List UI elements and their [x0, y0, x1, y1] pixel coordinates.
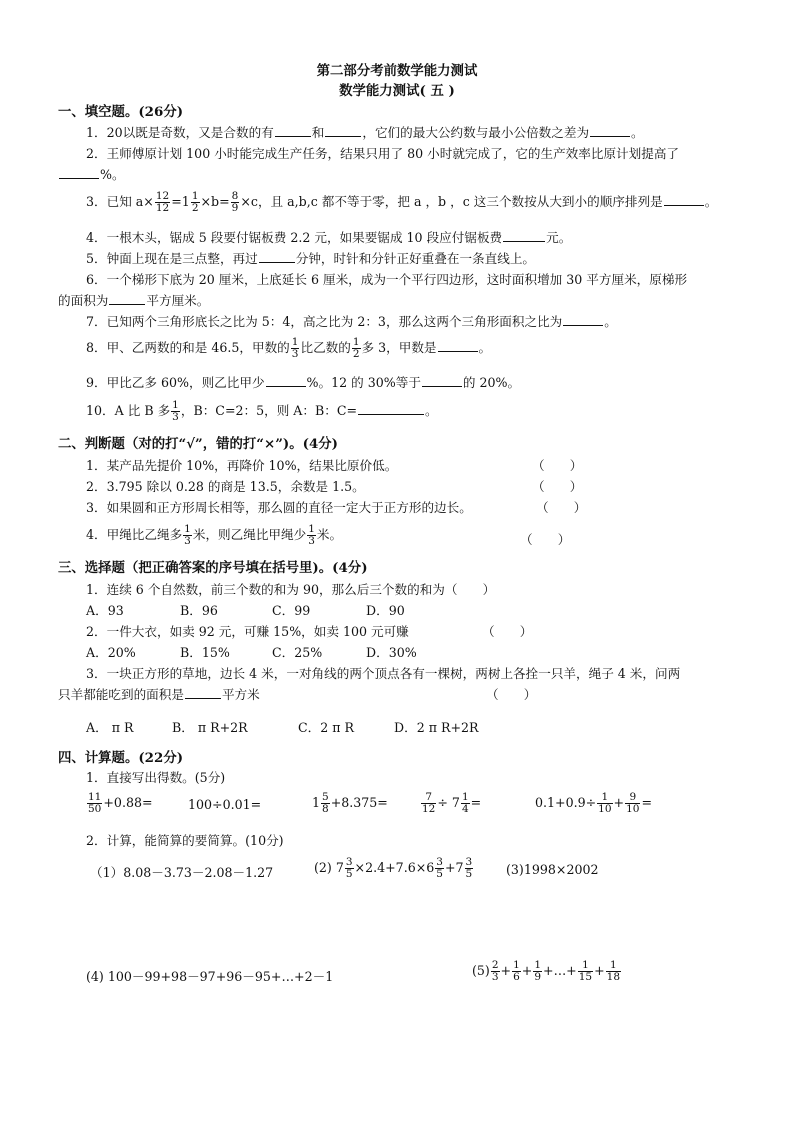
answer-blank[interactable]: [358, 402, 424, 415]
fraction: $\frac{8}{9}$: [231, 190, 239, 214]
question-1-10: 10．A 比 B 多 $\frac{1}{3}$ ，B：C=2：5，则 A：B：C= 。: [86, 399, 438, 423]
answer-blank[interactable]: [563, 313, 603, 326]
fraction: $\frac{1}{2}$: [352, 336, 360, 360]
calc-item-5: 0.1+0.9÷ $\frac{1}{10}$ + $\frac{9}{10}$ =: [535, 791, 653, 815]
question-3-1: 1．连续 6 个自然数，前三个数的和为 90，那么后三个数的和为（ ）: [86, 582, 496, 597]
question-3-3: 3．一块正方形的草地，边长 4 米，一对角线的两个顶点各有一棵树，两树上各拴一只羊，绳子 4 米，问两: [86, 666, 681, 681]
option-3-2-a[interactable]: A．20%: [86, 645, 136, 660]
question-3-2: 2．一件大衣，如卖 92 元，可赚 15%，如卖 100 元可赚: [86, 624, 409, 639]
answer-blank[interactable]: [185, 686, 221, 699]
answer-paren[interactable]: （ ）: [482, 624, 533, 639]
option-3-3-c[interactable]: C．2 π R: [298, 720, 355, 735]
question-3-3-cont: 只羊都能吃到的面积是 平方米: [58, 687, 260, 702]
option-3-3-b[interactable]: B． π R+2R: [172, 720, 248, 735]
subsection-4-2: 2．计算，能简算的要简算。(10分): [86, 833, 284, 848]
fraction: $\frac{1}{18}$: [606, 959, 621, 983]
question-1-4: 4．一根木头，锯成 5 段要付锯板费 2.2 元，如果要锯成 10 段应付锯板费 元。: [86, 230, 572, 245]
fraction: $\frac{3}{5}$: [465, 856, 473, 880]
problem-5: (5) $\frac{2}{3}$ + $\frac{1}{6}$ + $\frac{1}{9}$ +…+ $\frac{1}{15}$ + $\frac{1}{18}$: [472, 959, 621, 983]
section-1-heading: 一、填空题。(26分): [58, 104, 184, 120]
fraction: $\frac{1}{6}$: [513, 959, 520, 983]
fraction: $\frac{3}{5}$: [436, 856, 443, 880]
fraction: $\frac{1}{3}$: [308, 523, 315, 547]
subsection-4-1: 1．直接写出得数。(5分): [86, 770, 226, 785]
option-3-2-b[interactable]: B．15%: [180, 645, 230, 660]
option-3-3-a[interactable]: A． π R: [86, 720, 134, 735]
question-1-8: 8．甲、乙两数的和是 46.5，甲数的 $\frac{1}{3}$ 比乙数的 $\frac{1}{2}$ 多 3，甲数是 。: [86, 336, 492, 360]
option-3-2-c[interactable]: C．25%: [272, 645, 323, 660]
fraction: $\frac{1}{9}$: [534, 959, 542, 983]
question-1-7: 7．已知两个三角形底长之比为 5：4，高之比为 2：3，那么这两个三角形面积之比为 。: [86, 314, 617, 329]
problem-3: (3)1998×2002: [506, 862, 599, 877]
fraction: $\frac{11}{50}$: [88, 791, 102, 815]
section-2-heading: 二、判断题（对的打“√”，错的打“×”)。(4分): [58, 436, 339, 452]
section-4-heading: 四、计算题。(22分): [58, 750, 184, 766]
option-3-1-d[interactable]: D．90: [366, 603, 405, 618]
problem-4: (4) 100－99+98－97+96－95+…+2－1: [86, 969, 334, 984]
answer-blank[interactable]: [266, 374, 306, 387]
page-subtitle: 数学能力测试( 五 ): [339, 83, 455, 99]
fraction: $\frac{1}{3}$: [172, 399, 179, 423]
answer-paren[interactable]: （ ）: [532, 458, 583, 473]
answer-paren[interactable]: （ ）: [520, 532, 571, 547]
option-3-1-c[interactable]: C．99: [272, 603, 311, 618]
fraction: $\frac{1}{3}$: [184, 523, 191, 547]
fraction: $\frac{1}{15}$: [578, 959, 593, 983]
question-2-1: 1．某产品先提价 10%，再降价 10%，结果比原价低。: [86, 458, 398, 473]
fraction: $\frac{3}{5}$: [345, 856, 353, 880]
option-3-2-d[interactable]: D．30%: [366, 645, 417, 660]
answer-blank[interactable]: [422, 374, 462, 387]
problem-2: (2) 7 $\frac{3}{5}$ ×2.4+7.6×6 $\frac{3}{5}$ +7 $\frac{3}{5}$: [314, 856, 473, 880]
section-3-heading: 三、选择题（把正确答案的序号填在括号里)。(4分): [58, 560, 368, 576]
fraction: $\frac{1}{4}$: [461, 791, 469, 815]
answer-blank[interactable]: [275, 124, 311, 137]
answer-blank[interactable]: [438, 339, 478, 352]
answer-blank[interactable]: [325, 124, 361, 137]
fraction: $\frac{1}{10}$: [598, 791, 612, 815]
question-1-6: 6．一个梯形下底为 20 厘米，上底延长 6 厘米，成为一个平行四边形，这时面积增加 30 平方厘米，原梯形: [86, 272, 688, 287]
calc-item-4: $\frac{7}{12}$ ÷ 7 $\frac{1}{4}$ =: [422, 791, 482, 815]
answer-blank[interactable]: [109, 292, 145, 305]
question-2-4: 4．甲绳比乙绳多 $\frac{1}{3}$ 米，则乙绳比甲绳少 $\frac{1}{3}$ 米。: [86, 523, 343, 547]
option-3-3-d[interactable]: D．2 π R+2R: [394, 720, 479, 735]
calc-item-2: 100÷0.01=: [188, 797, 262, 812]
option-3-1-b[interactable]: B．96: [180, 603, 218, 618]
calc-item-3: 1 $\frac{5}{8}$ +8.375=: [312, 791, 388, 815]
fraction: $\frac{12}{12}$: [155, 190, 170, 214]
answer-blank[interactable]: [664, 193, 704, 206]
fraction: $\frac{1}{3}$: [291, 336, 299, 360]
question-1-2: 2．王师傅原计划 100 小时能完成生产任务，结果只用了 80 小时就完成了，它的生产效率比原计划提高了: [86, 146, 680, 161]
answer-paren[interactable]: （ ）: [486, 687, 537, 702]
question-1-9: 9．甲比乙多 60%，则乙比甲少 %。12 的 30%等于 的 20%。: [86, 375, 521, 390]
fraction: $\frac{5}{8}$: [322, 791, 329, 815]
answer-blank[interactable]: [259, 250, 295, 263]
fraction: $\frac{9}{10}$: [626, 791, 640, 815]
question-1-2-cont: %。: [58, 164, 125, 183]
answer-paren[interactable]: （ ）: [536, 500, 587, 515]
answer-paren[interactable]: （ ）: [532, 479, 583, 494]
answer-blank[interactable]: [590, 124, 630, 137]
question-2-3: 3．如果圆和正方形周长相等，那么圆的直径一定大于正方形的边长。: [86, 500, 472, 515]
question-1-1: 1．20以既是奇数，又是合数的有 和 ，它们的最大公约数与最小公倍数之差为 。: [86, 125, 644, 140]
question-1-6-cont: 的面积为 平方厘米。: [58, 293, 210, 308]
calc-item-1: $\frac{11}{50}$ +0.88=: [88, 791, 153, 815]
fraction: $\frac{2}{3}$: [491, 959, 499, 983]
answer-blank[interactable]: [503, 229, 545, 242]
problem-1: （1）8.08－3.73－2.08－1.27: [90, 865, 274, 880]
question-1-5: 5．钟面上现在是三点整，再过 分钟，时针和分针正好重叠在一条直线上。: [86, 251, 536, 266]
answer-blank[interactable]: [59, 166, 99, 179]
question-1-3: 3．已知 a× $\frac{12}{12}$ =1 $\frac{1}{2}$ ×b= $\frac{8}{9}$ ×c，且 a,b,c 都不等于零，把 a ，b ，c 这三个数按从大到小的顺序排列是 。: [86, 190, 718, 214]
page-title: 第二部分考前数学能力测试: [316, 63, 478, 79]
question-2-2: 2．3.795 除以 0.28 的商是 13.5，余数是 1.5。: [86, 479, 365, 494]
fraction: $\frac{1}{2}$: [191, 190, 199, 214]
option-3-1-a[interactable]: A．93: [86, 603, 124, 618]
fraction: $\frac{7}{12}$: [422, 791, 436, 815]
